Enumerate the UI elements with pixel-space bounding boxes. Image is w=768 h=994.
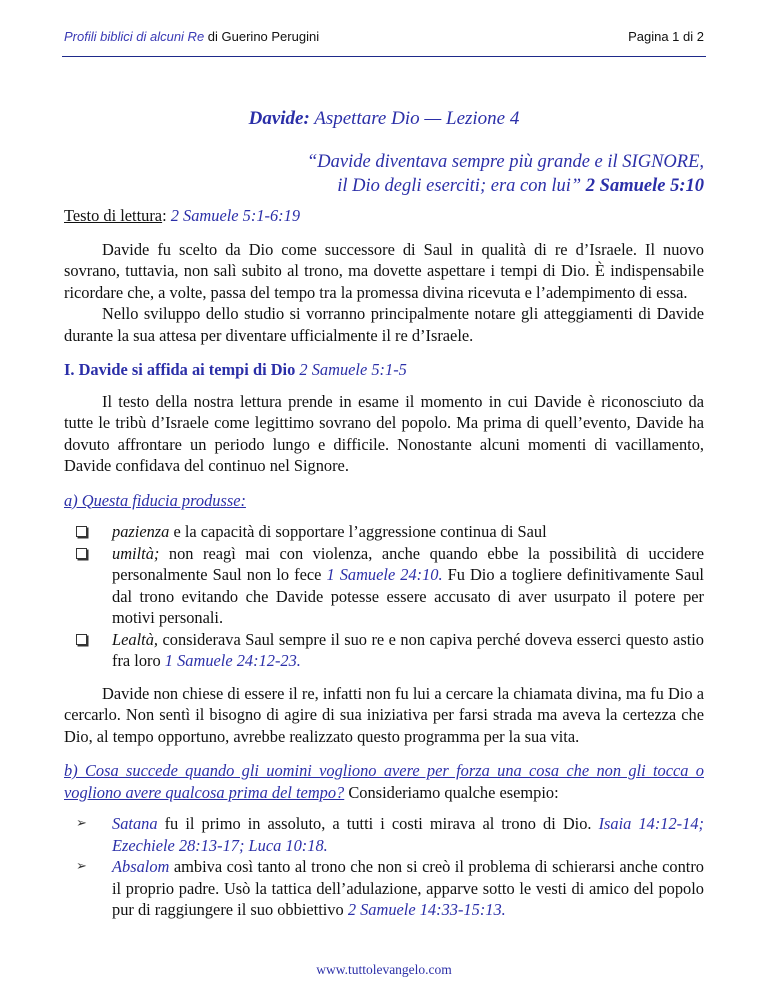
reading-reference: 2 Samuele 5:1-6:19	[170, 206, 301, 225]
subsection-a-list	[64, 521, 704, 672]
list-item: pazienza e la capacità di sopportare l’aggressione continua di Saul	[64, 521, 704, 543]
document-body	[64, 205, 704, 921]
subsection-a-title: a) Questa fiducia produsse:	[64, 490, 246, 510]
reading-text: Testo di lettura: 2 Samuele 5:1-6:19	[64, 206, 301, 225]
quote-line-1: “Davide diventava sempre più grande e il SIGNORE,	[307, 152, 704, 172]
subsection-a-paragraph: Davide non chiese di essere il re, infatti non fu lui a cercare la chiamata divina, ma fu Dio a cercarlo. Non sentì il bisogno di agire di sua iniziativa per farsi strada ma aveva la certezza che Dio, al tempo opportuno, avrebbe realizzato questo programma per la sua vita.	[64, 683, 704, 746]
header-left	[64, 28, 319, 46]
intro-paragraph-2: Nello sviluppo dello studio si vorranno principalmente notare gli atteggiamenti di Davide durante la sua attesa per diventare ufficialmente il re d’Israele.	[64, 304, 704, 345]
footer-url[interactable]: www.tuttolevangelo.com	[316, 962, 452, 977]
subsection-b-title: b) Cosa succede quando gli uomini vogliono avere per forza una cosa che non gli tocca o vogliono avere qualcosa prima del tempo? Consideriamo qualche esempio:	[64, 761, 704, 802]
reading-label: Testo di lettura	[64, 206, 163, 225]
section-1-paragraph: Il testo della nostra lettura prende in esame il momento in cui Davide è riconosciuto da tutte le tribù d’Israele come legittimo sovrano del popolo. Ma prima di quell’evento, Davide ha dovuto affrontare un periodo lungo e difficile. Nonostante alcuni momenti di vacillamento, Davide confidava del continuo nel Signore.	[64, 391, 704, 475]
checkbox-bullet-icon	[76, 543, 87, 565]
key-verse-quote	[307, 150, 704, 198]
header-divider	[62, 56, 706, 57]
list-item: ➢ Satana fu il primo in assoluto, a tutti i costi mirava al trono di Dio. Isaia 14:12-14; Ezechiele 28:13-17; Luca 10:18.	[76, 814, 704, 855]
intro-paragraph-1: Davide fu scelto da Dio come successore di Saul in qualità di re d’Israele. Il nuovo sovrano, tuttavia, non salì subito al trono, ma dovette aspettare i tempi di Dio. È indispensabile ricordare che, a volte, passa del tempo tra la promessa divina ricevuta e l’adempimento di essa.	[64, 239, 704, 302]
checkbox-bullet-icon	[76, 521, 87, 543]
subsection-b-list	[64, 813, 704, 921]
quote-line-2: il Dio degli eserciti; era con lui”	[337, 176, 582, 196]
list-item: umiltà; non reagì mai con violenza, anche quando ebbe la possibilità di uccidere personalmente Saul non lo fece 1 Samuele 24:10. Fu Dio a togliere definitivamente Saul dal trono evitando che Davide potesse essere accusato di aver usurpato il potere per motivi personali.	[64, 543, 704, 629]
checkbox-bullet-icon	[76, 629, 87, 651]
title-name: Davide:	[248, 108, 310, 129]
quote-reference: 2 Samuele 5:10	[585, 176, 704, 196]
list-item: ➢ Absalom ambiva così tanto al trono che non si creò il problema di schierarsi anche contro il proprio padre. Usò la tattica dell’adulazione, apparve sotto le vesti di amico del popolo pur di raggiungere il suo obbiettivo 2 Samuele 14:33-15:13.	[76, 857, 704, 919]
section-1-reference: 2 Samuele 5:1-5	[299, 360, 407, 379]
section-1-heading	[64, 359, 704, 381]
author: di Guerino Perugini	[207, 29, 320, 44]
page-number: Pagina 1 di 2	[628, 29, 704, 44]
arrow-bullet-icon: ➢	[76, 816, 87, 831]
arrow-bullet-icon: ➢	[76, 859, 87, 874]
section-1-title: I. Davide si affida ai tempi di Dio	[64, 360, 296, 379]
series-title: Profili biblici di alcuni Re	[64, 29, 205, 44]
title-subtitle: Aspettare Dio — Lezione 4	[314, 108, 520, 129]
list-item: Lealtà, considerava Saul sempre il suo re e non capiva perché doveva esserci questo astio fra loro 1 Samuele 24:12-23.	[64, 629, 704, 672]
lesson-title	[0, 108, 768, 130]
